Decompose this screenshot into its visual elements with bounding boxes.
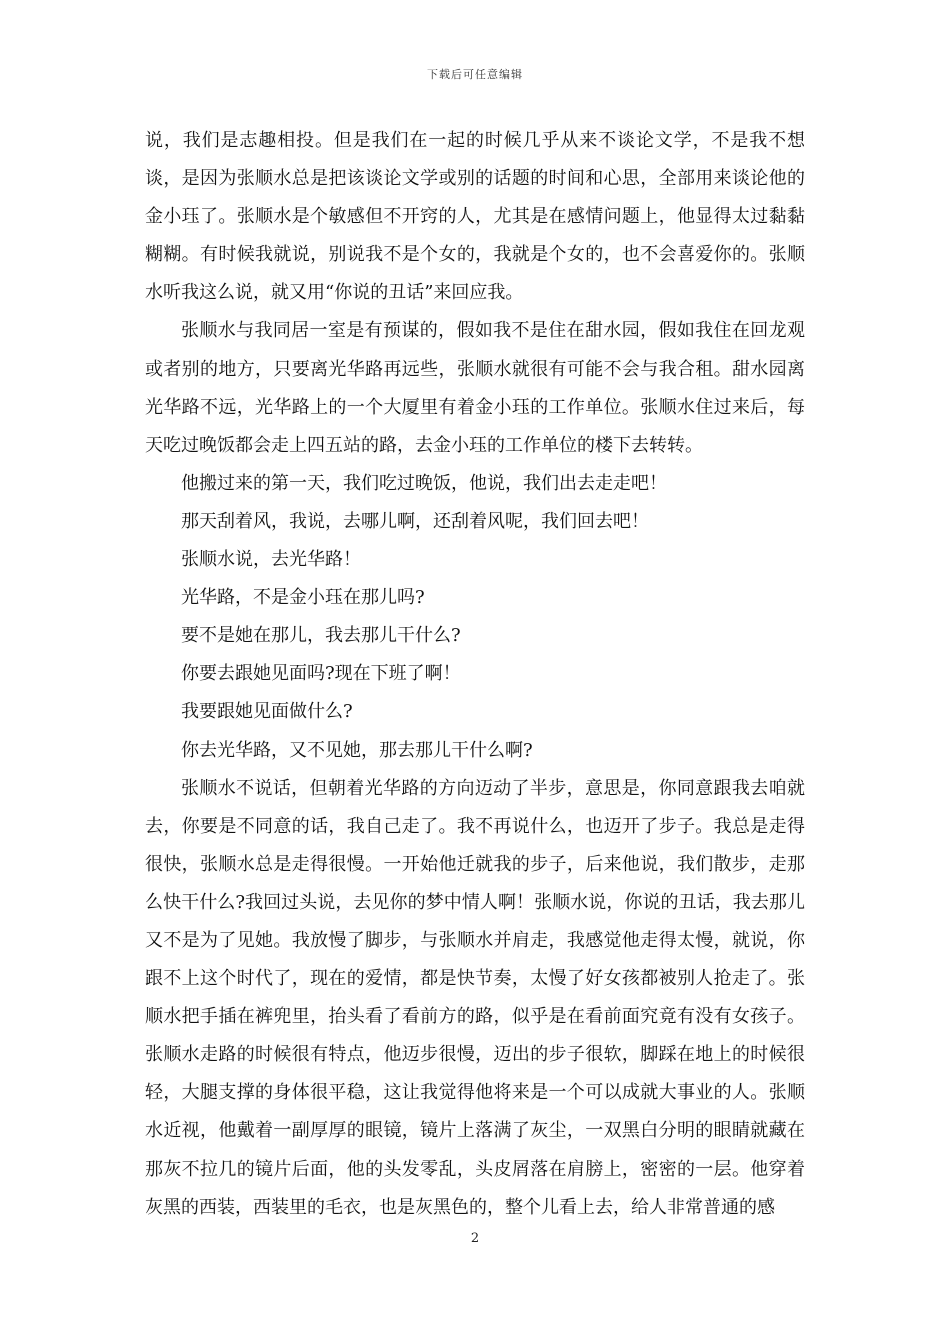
document-body [145, 122, 805, 1227]
paragraph: 你要去跟她见面吗?现在下班了啊！ [181, 663, 461, 685]
paragraph: 张顺水说，去光华路！ [181, 549, 361, 571]
paragraph: 那天刮着风，我说，去哪儿啊，还刮着风呢，我们回去吧！ [181, 510, 649, 532]
paragraph: 他搬过来的第一天，我们吃过晚饭，他说，我们出去走走吧！ [181, 472, 667, 494]
paragraph: 你去光华路，又不见她，那去那儿干什么啊? [181, 739, 533, 761]
page-number: 2 [470, 1231, 480, 1246]
page-header: 下载后可任意编辑 [427, 68, 523, 81]
paragraph: 我要跟她见面做什么? [181, 701, 353, 723]
paragraph: 光华路，不是金小珏在那儿吗? [181, 587, 425, 609]
paragraph: 要不是她在那儿，我去那儿干什么? [181, 625, 461, 647]
paragraph: 张顺水不说话，但朝着光华路的方向迈动了半步，意思是，你同意跟我去咱就去，你要是不同意的话，我自己走了。我不再说什么，也迈开了步子。我总是走得很快，张顺水总是走得很慢。一开始他迁就我的步子，后来他说，我们散步，走那么快干什么?我回过头说，去见你的梦中情人啊！张顺水说，你说的丑话，我去那儿又不是为了见她。我放慢了脚步，与张顺水并肩走，我感觉他走得太慢，就说，你跟不上这个时代了，现在的爱情，都是快节奏，太慢了好女孩都被别人抢走了。张顺水把手插在裤兜里，抬头看了看前方的路，似乎是在看前面究竟有没有女孩子。张顺水走路的时候很有特点，他迈步很慢，迈出的步子很软，脚踩在地上的时候很轻，大腿支撑的身体很平稳，这让我觉得他将来是一个可以成就大事业的人。张顺水近视，他戴着一副厚厚的眼镜，镜片上落满了灰尘，一双黑白分明的眼睛就藏在那灰不拉几的镜片后面，他的头发零乱，头皮屑落在肩膀上，密密的一层。他穿着灰黑的西装，西装里的毛衣，也是灰黑色的，整个儿看上去，给人非常普通的感 [145, 777, 805, 1218]
paragraph: 张顺水与我同居一室是有预谋的，假如我不是住在甜水园，假如我住在回龙观或者别的地方，只要离光华路再远些，张顺水就很有可能不会与我合租。甜水园离光华路不远，光华路上的一个大厦里有着金小珏的工作单位。张顺水住过来后，每天吃过晚饭都会走上四五站的路，去金小珏的工作单位的楼下去转转。 [145, 320, 805, 456]
paragraph-continued: 说，我们是志趣相投。但是我们在一起的时候几乎从来不谈论文学，不是我不想谈，是因为张顺水总是把该谈论文学或别的话题的时间和心思，全部用来谈论他的金小珏了。张顺水是个敏感但不开窍的人，尤其是在感情问题上，他显得太过黏黏糊糊。有时候我就说，别说我不是个女的，我就是个女的，也不会喜爱你的。张顺水听我这么说，就又用“你说的丑话”来回应我。 [145, 130, 805, 304]
